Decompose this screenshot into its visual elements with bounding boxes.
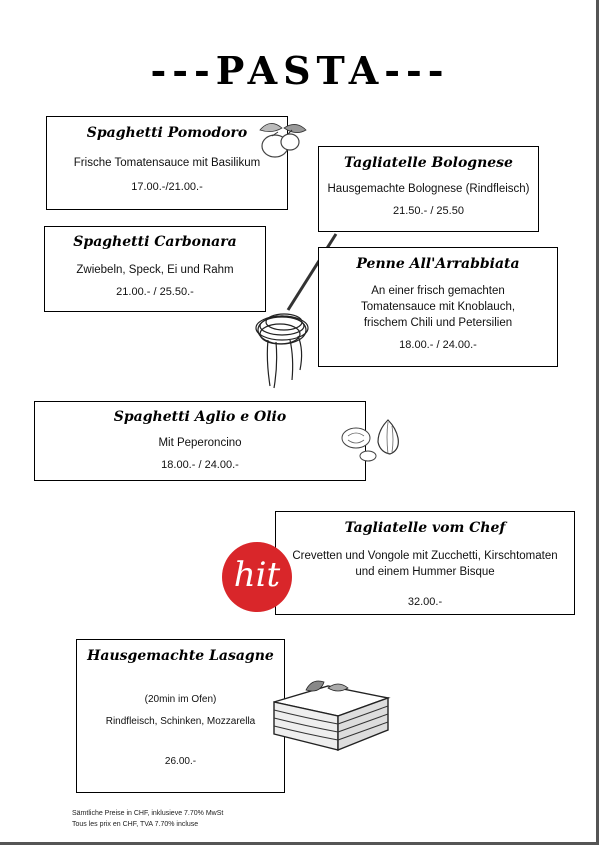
item-description: Rindfleisch, Schinken, Mozzarella: [105, 716, 256, 727]
menu-item-penne-arrabbiata: [318, 247, 558, 367]
menu-item-spaghetti-carbonara: [44, 226, 266, 312]
item-description: Zwiebeln, Speck, Ei und Rahm: [76, 264, 234, 276]
menu-item-tagliatelle-vom-chef: [275, 511, 575, 615]
item-price: 21.00.- / 25.50.-: [116, 286, 194, 298]
menu-item-tagliatelle-bolognese: [318, 146, 539, 232]
item-price: 26.00.-: [164, 756, 197, 767]
item-description-line: Tomatensauce mit Knoblauch,: [360, 301, 516, 313]
item-price: 21.50.- / 25.50: [393, 205, 464, 217]
item-price: 32.00.-: [407, 596, 443, 608]
item-name: Hausgemachte Lasagne: [87, 648, 274, 664]
item-name: Spaghetti Aglio e Olio: [113, 409, 287, 425]
item-description-line: Crevetten und Vongole mit Zucchetti, Kirschtomaten: [292, 550, 558, 562]
price-footnote: [72, 808, 223, 830]
item-name: Tagliatelle vom Chef: [344, 520, 506, 536]
item-description-line: frischem Chili und Petersilien: [363, 317, 513, 329]
item-price: 18.00.- / 24.00.-: [161, 459, 239, 471]
item-name: Spaghetti Carbonara: [73, 234, 237, 250]
lasagne-icon: [268, 672, 398, 762]
item-description: [276, 548, 574, 580]
tomato-basil-icon: [250, 118, 310, 166]
item-description: Mit Peperoncino: [158, 437, 242, 449]
item-name: Spaghetti Pomodoro: [86, 125, 248, 141]
hit-badge: hit: [222, 542, 292, 612]
item-description: Frische Tomatensauce mit Basilikum: [73, 157, 261, 169]
footnote-line-de: Sämtliche Preise in CHF, inklusieve 7.70% MwSt: [72, 810, 224, 817]
menu-item-spaghetti-aglio-olio: [34, 401, 366, 481]
footnote-line-fr: Tous les prix en CHF, TVA 7.70% incluse: [72, 821, 199, 828]
item-description-line: und einem Hummer Bisque: [355, 566, 495, 578]
item-description-line: An einer frisch gemachten: [371, 285, 505, 297]
garlic-chili-icon: [340, 414, 410, 464]
item-name: Tagliatelle Bolognese: [344, 155, 513, 171]
page-title: ---PASTA---: [150, 48, 450, 93]
item-price: 17.00.-/21.00.-: [131, 181, 203, 193]
item-description: Hausgemachte Bolognese (Rindfleisch): [327, 183, 530, 195]
menu-item-hausgemachte-lasagne: [76, 639, 285, 793]
item-note: (20min im Ofen): [144, 694, 217, 705]
item-description: [319, 283, 557, 331]
item-name: Penne All'Arrabbiata: [356, 256, 520, 272]
item-price: 18.00.- / 24.00.-: [399, 339, 477, 351]
